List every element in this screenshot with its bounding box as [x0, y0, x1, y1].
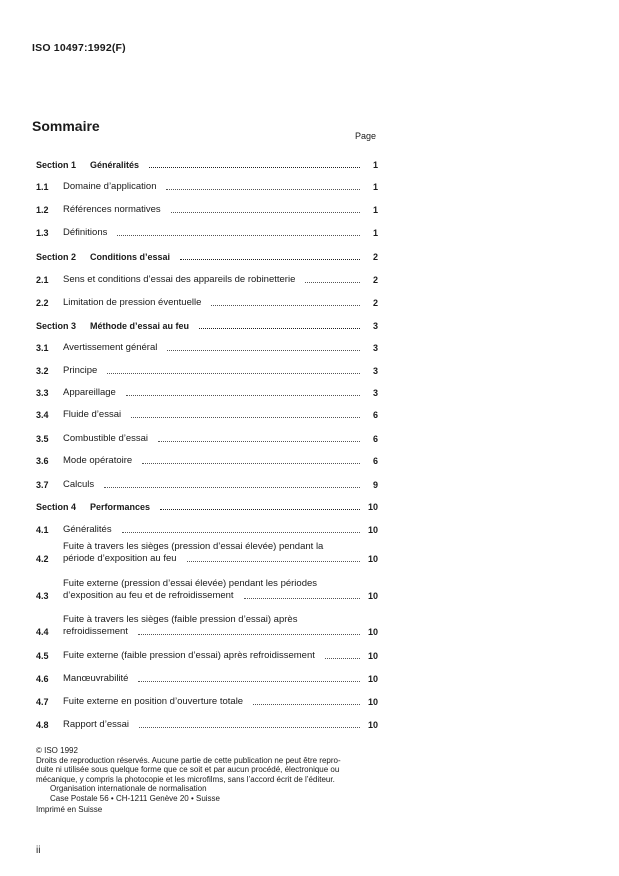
toc-leader-dots	[305, 281, 360, 283]
toc-item-text: Définitions	[63, 227, 108, 238]
copyright-line: mécanique, y compris la photocopie et les microfilms, sans l’accord écrit de l’éditeur.	[36, 774, 335, 784]
toc-leader-dots	[158, 440, 360, 442]
toc-leader-dots	[211, 304, 360, 306]
toc-item-text: Appareillage	[63, 387, 116, 398]
toc-item-number: 3.5	[36, 434, 49, 444]
toc-leader-dots	[142, 462, 360, 464]
toc-item-row[interactable]	[36, 524, 378, 536]
toc-item-row[interactable]	[36, 409, 378, 421]
toc-leader-dots	[166, 188, 360, 190]
toc-leader-dots	[104, 486, 360, 488]
toc-leader-dots	[149, 166, 360, 168]
page-column-label: Page	[355, 131, 377, 141]
toc-item-row[interactable]	[36, 204, 378, 216]
toc-leader-dots	[171, 211, 360, 213]
toc-item-number: 4.6	[36, 674, 49, 684]
toc-item-text: Combustible d’essai	[63, 433, 149, 444]
toc-item-text: Fuite externe (faible pression d’essai) après refroidissement	[63, 650, 315, 661]
toc-section-label: Section 4	[36, 502, 77, 512]
toc-item-text: Fuite externe en position d’ouverture totale	[63, 696, 244, 707]
toc-item-number: 3.4	[36, 410, 49, 420]
toc-item-number: 3.1	[36, 343, 49, 353]
toc-section-name: Performances	[90, 502, 151, 512]
toc-item-row[interactable]	[36, 614, 378, 638]
toc-page-number: 10	[367, 502, 378, 512]
toc-item-row[interactable]	[36, 578, 378, 602]
toc-item-number: 3.3	[36, 388, 49, 398]
toc-item-row[interactable]	[36, 227, 378, 239]
toc-page-number: 10	[367, 720, 378, 730]
printed-in: Imprimé en Suisse	[36, 805, 103, 814]
toc-item-text: Avertissement général	[63, 342, 158, 353]
toc-page-number: 10	[367, 591, 378, 601]
toc-page-number: 10	[367, 674, 378, 684]
toc-leader-dots	[187, 560, 360, 562]
toc-item-text: Limitation de pression éventuelle	[63, 297, 202, 308]
toc-page-number: 3	[372, 343, 378, 353]
toc-page-number: 3	[372, 321, 378, 331]
toc-item-text-block	[63, 541, 366, 565]
toc-section-label: Section 1	[36, 160, 77, 170]
toc-item-text: Fuite à travers les sièges (faible pression d’essai) après	[63, 614, 298, 625]
toc-page-number: 6	[372, 410, 378, 420]
toc-item-number: 3.7	[36, 480, 49, 490]
toc-page-number: 10	[367, 697, 378, 707]
toc-leader-dots	[199, 327, 360, 329]
toc-item-number: 4.3	[36, 591, 49, 601]
toc-section-row[interactable]	[36, 501, 378, 513]
toc-item-number: 2.1	[36, 275, 49, 285]
toc-item-row[interactable]	[36, 365, 378, 377]
toc-item-text: Fuite externe (pression d’essai élevée) pendant les périodes	[63, 578, 318, 589]
page-title: Sommaire	[32, 118, 100, 134]
toc-page-number: 6	[372, 434, 378, 444]
toc-item-number: 3.6	[36, 456, 49, 466]
toc-item-text: Mode opératoire	[63, 455, 133, 466]
toc-leader-dots	[107, 372, 360, 374]
toc-leader-dots	[122, 531, 360, 533]
toc-leader-dots	[244, 597, 360, 599]
toc-page-number: 1	[372, 205, 378, 215]
toc-item-number: 4.4	[36, 627, 49, 637]
toc-item-row[interactable]	[36, 696, 378, 708]
toc-leader-dots	[138, 633, 360, 635]
toc-item-row[interactable]	[36, 387, 378, 399]
copyright-line: Droits de reproduction réservés. Aucune partie de cette publication ne peut être repro-	[36, 755, 341, 765]
toc-item-text: Domaine d’application	[63, 181, 157, 192]
organization-name: Organisation internationale de normalisation	[50, 784, 207, 793]
copyright-notice	[36, 746, 381, 803]
toc-item-text-block	[63, 614, 366, 638]
toc-item-text: Fluide d’essai	[63, 409, 122, 420]
toc-page-number: 1	[372, 182, 378, 192]
toc-page-number: 2	[372, 252, 378, 262]
toc-item-text-block	[63, 578, 366, 602]
toc-leader-dots	[325, 657, 360, 659]
toc-section-row[interactable]	[36, 251, 378, 263]
toc-item-row[interactable]	[36, 541, 378, 565]
toc-item-text-continued: d’exposition au feu et de refroidissement	[63, 590, 234, 601]
toc-page-number: 3	[372, 388, 378, 398]
toc-leader-dots	[253, 703, 360, 705]
toc-page-number: 1	[372, 228, 378, 238]
toc-item-row[interactable]	[36, 181, 378, 193]
toc-item-number: 1.2	[36, 205, 49, 215]
toc-page-number: 2	[372, 298, 378, 308]
toc-item-text: Fuite à travers les sièges (pression d’essai élevée) pendant la	[63, 541, 324, 552]
toc-item-number: 3.2	[36, 366, 49, 376]
toc-leader-dots	[167, 349, 360, 351]
toc-item-text: Principe	[63, 365, 98, 376]
toc-section-name: Généralités	[90, 160, 140, 170]
toc-item-text-continued: période d’exposition au feu	[63, 553, 177, 564]
toc-page-number: 10	[367, 627, 378, 637]
toc-item-text: Manœuvrabilité	[63, 673, 129, 684]
toc-item-number: 1.1	[36, 182, 49, 192]
toc-page-number: 10	[367, 554, 378, 564]
toc-leader-dots	[138, 680, 360, 682]
organization-address: Case Postale 56 • CH-1211 Genève 20 • Suisse	[50, 793, 220, 803]
toc-leader-dots	[126, 394, 360, 396]
toc-section-row[interactable]	[36, 159, 378, 171]
toc-item-row[interactable]	[36, 274, 378, 286]
toc-item-text-continued: refroidissement	[63, 626, 128, 637]
toc-section-name: Méthode d’essai au feu	[90, 321, 190, 331]
toc-item-row[interactable]	[36, 297, 378, 309]
toc-item-number: 4.2	[36, 554, 49, 564]
toc-item-number: 4.1	[36, 525, 49, 535]
toc-item-row[interactable]	[36, 479, 378, 491]
toc-item-text: Rapport d’essai	[63, 719, 130, 730]
toc-item-row[interactable]	[36, 650, 378, 662]
toc-page-number: 9	[372, 480, 378, 490]
toc-item-row[interactable]	[36, 719, 378, 731]
toc-page-number: 6	[372, 456, 378, 466]
toc-page-number: 1	[372, 160, 378, 170]
toc-item-number: 1.3	[36, 228, 49, 238]
toc-item-row[interactable]	[36, 433, 378, 445]
toc-item-text: Généralités	[63, 524, 112, 535]
toc-leader-dots	[117, 234, 360, 236]
toc-page-number: 3	[372, 366, 378, 376]
toc-page-number: 2	[372, 275, 378, 285]
copyright-line: duite ni utilisée sous quelque forme que ce soit et par aucun procédé, électronique ou	[36, 765, 340, 774]
toc-item-number: 4.5	[36, 651, 49, 661]
toc-section-label: Section 3	[36, 321, 77, 331]
copyright-line: © ISO 1992	[36, 746, 78, 755]
toc-leader-dots	[160, 508, 360, 510]
toc-item-number: 4.8	[36, 720, 49, 730]
toc-leader-dots	[131, 416, 360, 418]
toc-item-text: Calculs	[63, 479, 95, 490]
toc-leader-dots	[139, 726, 360, 728]
toc-section-name: Conditions d’essai	[90, 252, 171, 262]
toc-item-number: 4.7	[36, 697, 49, 707]
toc-section-row[interactable]	[36, 320, 378, 332]
toc-item-row[interactable]	[36, 455, 378, 467]
toc-item-row[interactable]	[36, 342, 378, 354]
toc-page-number: 10	[367, 525, 378, 535]
document-header: ISO 10497:1992(F)	[32, 42, 126, 54]
toc-item-row[interactable]	[36, 673, 378, 685]
toc-item-text: Sens et conditions d’essai des appareils de robinetterie	[63, 274, 296, 285]
toc-item-number: 2.2	[36, 298, 49, 308]
toc-page-number: 10	[367, 651, 378, 661]
page-number: ii	[36, 845, 41, 856]
toc-leader-dots	[180, 258, 360, 260]
toc-section-label: Section 2	[36, 252, 77, 262]
toc-item-text: Références normatives	[63, 204, 161, 215]
